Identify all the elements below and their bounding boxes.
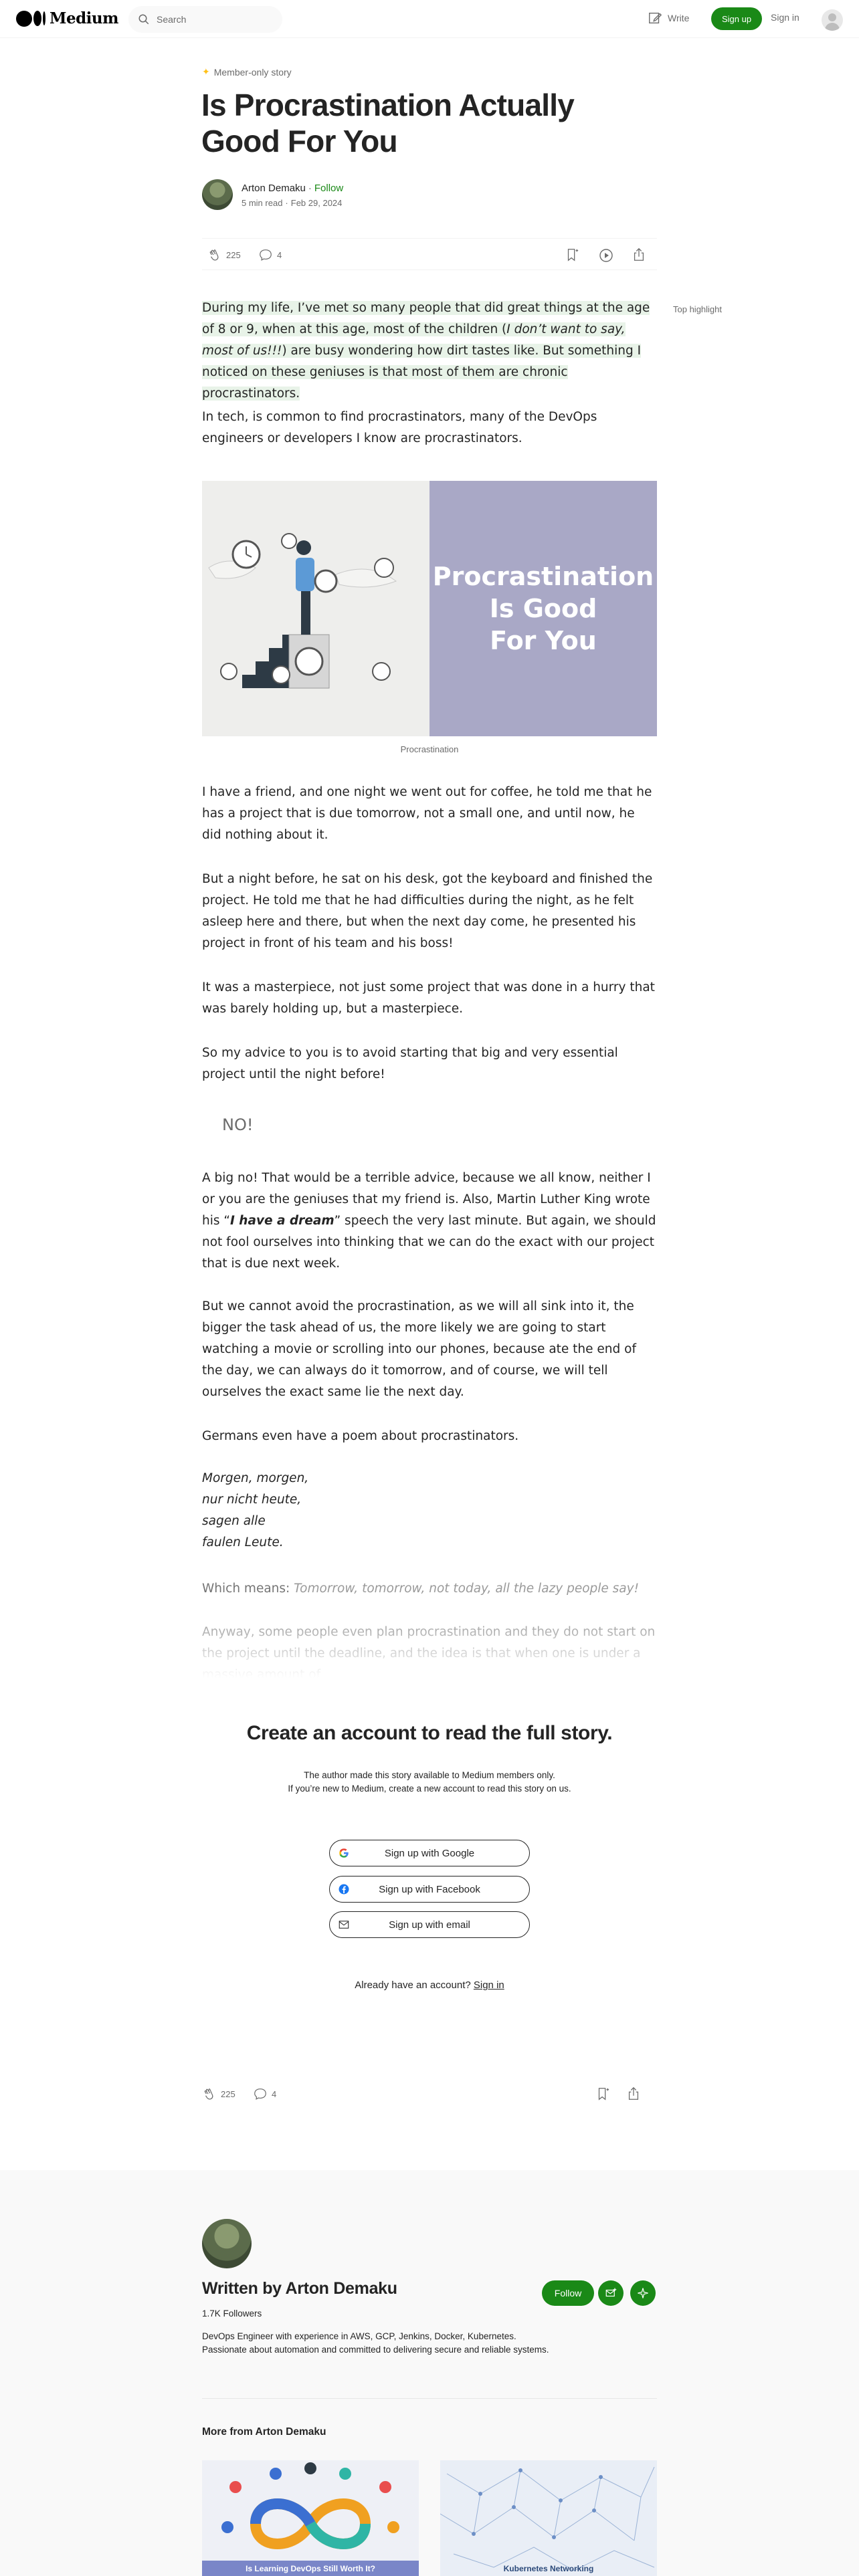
search-icon: [138, 13, 150, 25]
author-bio: DevOps Engineer with experience in AWS, GCP, Jenkins, Docker, Kubernetes. Passionate about automation and committed to delivering secure and reliable systems.: [202, 2331, 549, 2355]
share-button[interactable]: [632, 247, 646, 262]
comment-icon: [258, 247, 273, 262]
signin-link[interactable]: Sign in: [771, 12, 799, 23]
procrastination-illustration: [202, 481, 430, 736]
paragraph-3: I have a friend, and one night we went out for coffee, he told me that he has a project that is due tomorrow, not a small one, and until now, he did nothing about it.: [202, 785, 652, 842]
top-highlight-label: Top highlight: [673, 304, 722, 314]
paragraph-7: A big no! That would be a terrible advice, because we all know, neither I or you are the geniuses that my friend is. Also, Martin Luther King wrote his “I have a dream” speech the very last minute. But again, we should not fool ourselves into thinking that we can do the exact with our project that is due next week.: [202, 1171, 656, 1271]
read-time: 5 min read: [242, 198, 283, 208]
paragraph-9: Germans even have a poem about procrastinators.: [202, 1429, 519, 1443]
comment-button-bottom[interactable]: [253, 2086, 276, 2101]
clap-count: 225: [221, 2088, 235, 2099]
paragraph-8: But we cannot avoid the procrastination, as we will all sink into it, the bigger the task ahead of us, the more likely we are going to start watching a movie or scrolling into our phones, because ate the end of the day, we can always do it tomorrow, and of course, we will tell ourselves the exact same lie the next day.: [202, 1299, 636, 1399]
image-title-panel: [430, 481, 657, 736]
share-icon: [626, 2086, 641, 2101]
card-2-title: Kubernetes Networking: [503, 2564, 594, 2573]
comment-button[interactable]: [258, 247, 282, 262]
facebook-icon: [338, 1883, 350, 1895]
more-from-card-1[interactable]: [202, 2460, 419, 2576]
written-by-heading[interactable]: Written by Arton Demaku: [202, 2279, 397, 2298]
signup-email-label: Sign up with email: [389, 1919, 470, 1931]
paragraph-5: It was a masterpiece, not just some project that was done in a hurry that was barely holding up, but a masterpiece.: [202, 980, 655, 1016]
poem-translation: Which means: Tomorrow, tomorrow, not today, all the lazy people say!: [202, 1582, 640, 1596]
more-from-card-2[interactable]: [440, 2460, 657, 2576]
card-1-title: Is Learning DevOps Still Worth It?: [246, 2564, 375, 2573]
sparkle-icon: [637, 2287, 649, 2299]
poem-line: sagen alle: [202, 1514, 266, 1528]
poem-line: faulen Leute.: [202, 1535, 284, 1549]
subscribe-email-button[interactable]: [598, 2280, 624, 2306]
bookmark-icon: [595, 2086, 610, 2101]
image-title-text: Procrastination Is Good For You: [432, 562, 654, 655]
paragraph-6: So my advice to you is to avoid starting that big and very essential project until the night before!: [202, 1046, 618, 1081]
publish-date: Feb 29, 2024: [290, 198, 343, 208]
clap-button[interactable]: [207, 247, 241, 262]
bookmark-button-bottom[interactable]: [595, 2086, 610, 2101]
brand-name: Medium: [50, 9, 118, 27]
network-illustration: [440, 2460, 657, 2576]
listen-button[interactable]: [598, 247, 614, 263]
already-have-account: Already have an account? Sign in: [355, 1979, 504, 1991]
paywall-title: Create an account to read the full story.: [246, 1722, 613, 1744]
poem-line: Morgen, morgen,: [202, 1471, 309, 1485]
clap-count: 225: [226, 249, 241, 260]
search-bar[interactable]: [128, 6, 282, 33]
member-only-badge: [202, 66, 292, 78]
author-avatar[interactable]: [202, 179, 233, 210]
signup-facebook-button[interactable]: [329, 1876, 530, 1903]
paywall-description: The author made this story available to Medium members only. If you’re new to Medium, create a new account to read this story on us.: [288, 1770, 571, 1794]
paragraph-1: During my life, I’ve met so many people that did great things at the age of 8 or 9, when at this age, most of the children (I don’t want to say, most of us!!!) are busy wondering how dirt tastes like. But something I noticed on these geniuses is that most of them are chronic procrastinators.: [202, 301, 650, 401]
write-button[interactable]: [648, 11, 689, 25]
follower-count[interactable]: 1.7K Followers: [202, 2309, 262, 2319]
clap-icon: [207, 247, 222, 262]
signup-google-label: Sign up with Google: [384, 1847, 475, 1859]
write-icon: [648, 11, 662, 25]
footer-divider: [202, 2398, 657, 2399]
signin-link-paywall[interactable]: Sign in: [473, 1979, 504, 1991]
paragraph-4: But a night before, he sat on his desk, got the keyboard and finished the project. He told me that he had difficulties during the night, as he felt asleep here and there, but when the next day come, he presented his project in front of his team and his boss!: [202, 872, 653, 950]
article-title: Is Procrastination Actually Good For You: [201, 88, 574, 158]
follow-link[interactable]: Follow: [314, 183, 344, 194]
signup-facebook-label: Sign up with Facebook: [379, 1883, 480, 1895]
image-caption: Procrastination: [400, 744, 459, 754]
bookmark-icon: [565, 247, 579, 262]
comment-icon: [253, 2086, 268, 2101]
paragraph-2: In tech, is common to find procrastinators, many of the DevOps engineers or developers I know are procrastinators.: [202, 410, 597, 445]
bookmark-button[interactable]: [565, 247, 579, 262]
clap-button-bottom[interactable]: [202, 2086, 235, 2101]
author-footer-section: [0, 2170, 859, 2576]
pull-quote: NO!: [222, 1115, 254, 1134]
member-only-label: Member-only story: [213, 66, 292, 78]
poem-block: [202, 1468, 657, 1553]
more-from-heading: More from Arton Demaku: [202, 2426, 326, 2438]
devops-infinity-illustration: [202, 2460, 419, 2576]
top-navigation-bar: [0, 0, 859, 38]
paywall-fade: [194, 1618, 662, 1689]
comment-count: 4: [272, 2088, 277, 2099]
medium-logo-icon: [16, 11, 45, 27]
share-icon: [632, 247, 646, 262]
medium-logo[interactable]: [16, 9, 118, 27]
signup-google-button[interactable]: [329, 1840, 530, 1866]
write-label: Write: [668, 13, 690, 23]
email-icon: [338, 1919, 350, 1931]
poem-line: nur nicht heute,: [202, 1493, 302, 1507]
star-icon: ✦: [202, 66, 210, 77]
play-icon: [598, 247, 614, 263]
clap-icon: [202, 2086, 217, 2101]
footer-author-avatar[interactable]: [202, 2219, 252, 2268]
article-hero-image: [202, 481, 657, 736]
search-input[interactable]: [157, 14, 270, 25]
article-action-bar: [202, 238, 657, 270]
google-icon: [338, 1847, 350, 1859]
member-benefits-button[interactable]: [630, 2280, 656, 2306]
share-button-bottom[interactable]: [626, 2086, 641, 2101]
bottom-action-bar: [202, 2084, 657, 2108]
signup-email-button[interactable]: [329, 1911, 530, 1938]
follow-button[interactable]: Follow: [542, 2280, 594, 2306]
email-subscribe-icon: [605, 2287, 617, 2299]
comment-count: 4: [277, 249, 282, 260]
signup-button[interactable]: Sign up: [711, 7, 762, 30]
author-name[interactable]: Arton Demaku: [242, 183, 306, 194]
user-avatar-icon[interactable]: [822, 9, 843, 31]
